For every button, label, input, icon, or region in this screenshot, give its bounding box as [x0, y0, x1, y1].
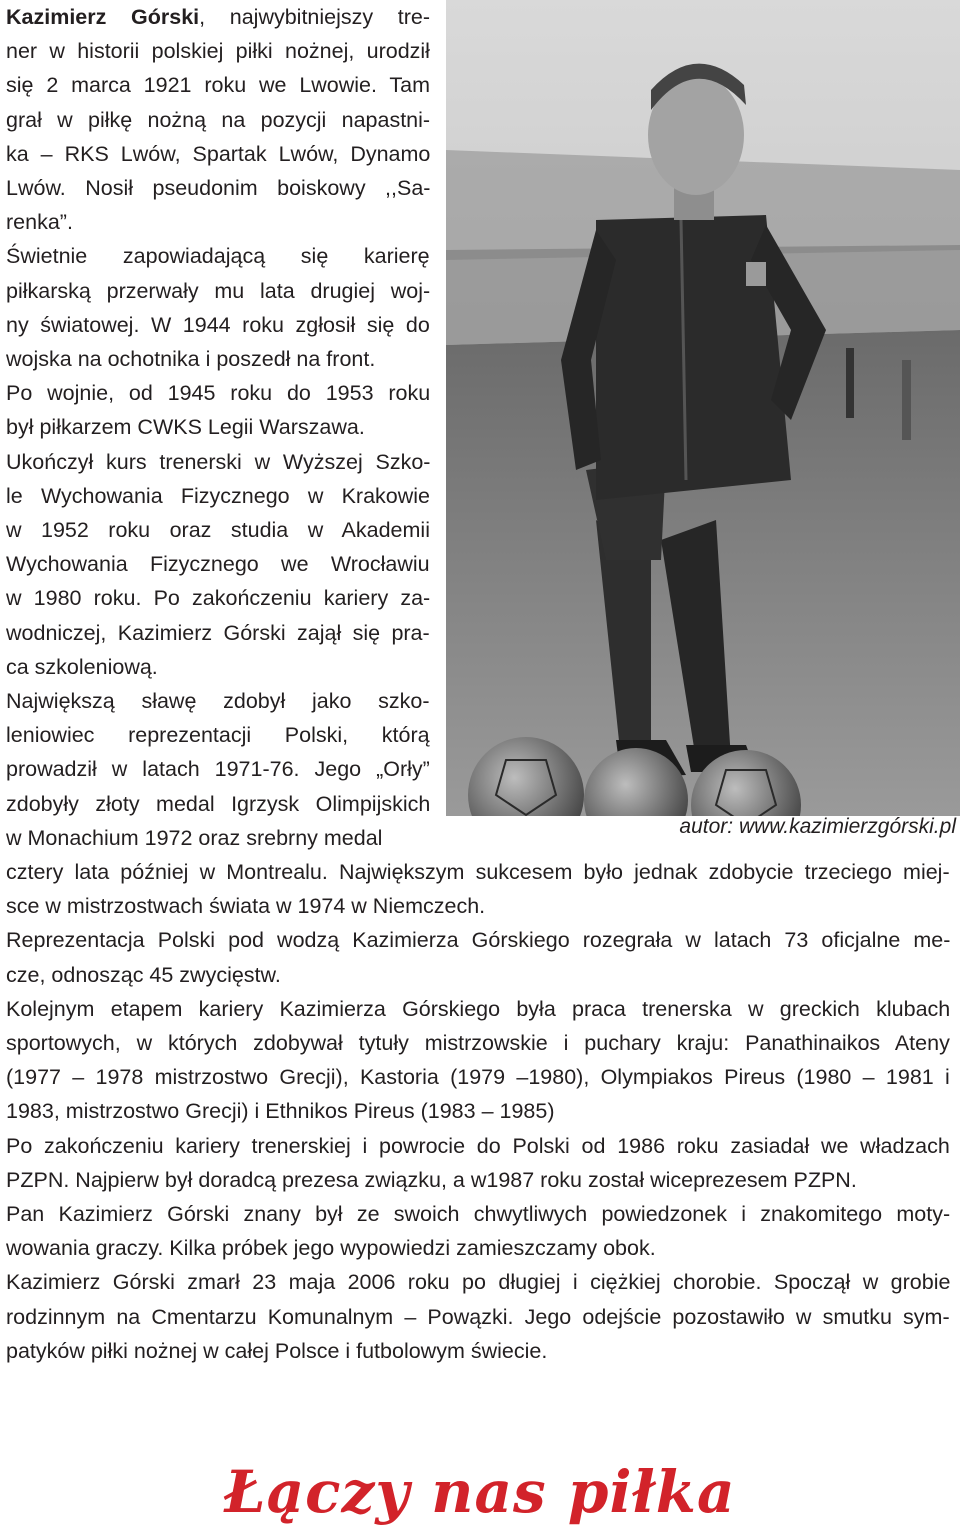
text-line: (1977 – 1978 mistrzostwo Grecji), Kastoria (1979 –1980), Olympiakos Pireus (1980 – 1981 i	[6, 1065, 950, 1090]
text-line: w 1952 roku oraz studia w Akademii	[6, 518, 430, 542]
text-line: Po wojnie, od 1945 roku do 1953 roku	[6, 381, 431, 406]
text-line: ner w historii polskiej piłki nożnej, urodził	[6, 39, 430, 64]
text-line: ca szkoleniową.	[6, 654, 158, 679]
text-line: Po zakończeniu kariery trenerskiej i powrocie do Polski od 1986 roku zasiadał we władzach	[6, 1133, 950, 1158]
text-line: w 1980 roku. Po zakończeniu kariery za-	[6, 586, 431, 611]
text-line: się 2 marca 1921 roku we Lwowie. Tam	[6, 73, 431, 98]
text-line: wodniczej, Kazimierz Górski zajął się pra-	[6, 620, 430, 645]
text-line: 1983, mistrzostwo Grecji) i Ethnikos Pireus (1983 – 1985)	[6, 1099, 555, 1124]
lead-name: Kazimierz Górski	[6, 5, 200, 29]
text-line: PZPN. Najpierw był doradcą prezesa związku, a w1987 roku został wiceprezesem PZPN.	[6, 1167, 857, 1192]
text-line: Największą sławę zdobył jako szko-	[6, 689, 430, 713]
text-line: Ukończył kurs trenerski w Wyższej Szko-	[6, 449, 431, 474]
text-line: Kolejnym etapem kariery Kazimierza Górskiego była praca trenerska w greckich klubach	[6, 996, 951, 1021]
text-line: był piłkarzem CWKS Legii Warszawa.	[6, 415, 365, 440]
text-line: Kazimierz Górski zmarł 23 maja 2006 roku po długiej i ciężkiej chorobie. Spoczął w grobie	[6, 1270, 951, 1295]
text-line: Reprezentacja Polski pod wodzą Kazimierza Górskiego rozegrała w latach 73 oficjalne me-	[6, 928, 951, 953]
text-line: Świetnie zapowiadającą się karierę	[6, 244, 430, 269]
coach-photo	[446, 0, 960, 816]
text-line: renka”.	[6, 210, 73, 235]
text-line: Lwów. Nosił pseudonim boiskowy ,,Sa-	[6, 176, 431, 200]
text-line: Wychowania Fizycznego we Wrocławiu	[6, 552, 430, 577]
text-line: prowadził w latach 1971-76. Jego „Orły”	[6, 757, 430, 782]
text-line: cztery lata później w Montrealu. Największym sukcesem było jednak zdobycie trzeciego miej-	[6, 860, 950, 884]
text-line: sce w mistrzostwach świata w 1974 w Niemczech.	[6, 894, 486, 919]
text-line: piłkarską przerwały mu lata drugiej woj-	[6, 278, 431, 303]
text-line: le Wychowania Fizycznego w Krakowie	[6, 483, 431, 508]
text-line: wojska na ochotnika i poszedł na front.	[6, 347, 376, 371]
text-line: rodzinnym na Cmentarzu Komunalnym – Powązki. Jego odejście pozostawiło w smutku sym-	[6, 1304, 950, 1329]
text-line: cze, odnosząc 45 zwycięstw.	[6, 962, 281, 987]
text-line: leniowiec reprezentacji Polski, którą	[6, 723, 430, 748]
text-line: Pan Kazimierz Górski znany był ze swoich chwytliwych powiedzonek i znakomitego moty-	[6, 1202, 951, 1226]
text-line: sportowych, w których zdobywał tytuły mistrzowskie i puchary kraju: Panathinaikos Ateny	[6, 1031, 950, 1055]
text-line: zdobyły złoty medal Igrzysk Olimpijskich	[6, 791, 431, 816]
text-line	[6, 2, 430, 32]
text-line: ny światowej. W 1944 roku zgłosił się do	[6, 312, 430, 337]
footer-slogan: Łączy nas piłka	[224, 1458, 736, 1526]
coach-photo-drawing	[446, 0, 960, 816]
lead-rest: , najwybitniejszy tre-	[199, 5, 431, 29]
text-line: grał w piłkę nożną na pozycji napastni-	[6, 107, 431, 132]
text-line: patyków piłki nożnej w całej Polsce i futbolowym świecie.	[6, 1338, 548, 1363]
photo-caption: autor: www.kazimierzgórski.pl	[679, 815, 956, 838]
text-line: wowania graczy. Kilka próbek jego wypowiedzi zamieszczamy obok.	[6, 1236, 656, 1261]
text-line: w Monachium 1972 oraz srebrny medal	[6, 825, 383, 850]
text-line: ka – RKS Lwów, Spartak Lwów, Dynamo	[6, 141, 431, 166]
